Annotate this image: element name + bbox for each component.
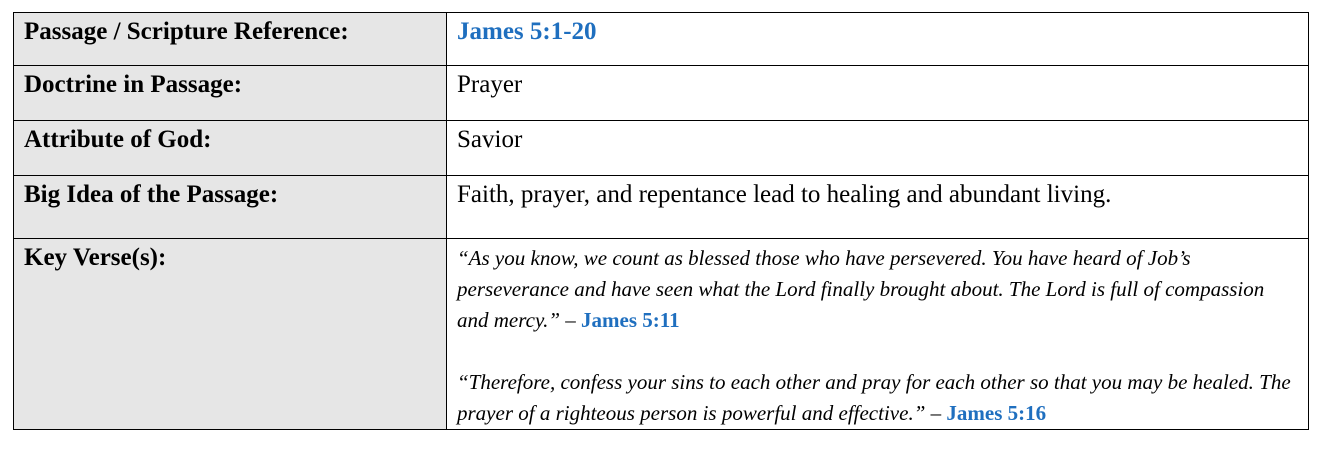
key-verse-2 [457, 367, 1298, 429]
key-verse-1-text: “As you know, we count as blessed those who have persevered. You have heard of Job’s perseverance and have seen what the Lord finally brought about. The Lord is full of compassion and mercy.” [457, 246, 1265, 332]
row-big-idea [14, 176, 1309, 239]
doctrine-label: Doctrine in Passage: [14, 66, 447, 121]
key-verse-1-reference: James 5:11 [581, 308, 680, 332]
bible-study-table [13, 12, 1309, 430]
row-doctrine [14, 66, 1309, 121]
attribute-label: Attribute of God: [14, 121, 447, 176]
row-attribute [14, 121, 1309, 176]
big-idea-label: Big Idea of the Passage: [14, 176, 447, 239]
key-verse-1-dash: – [560, 308, 582, 332]
key-verse-2-reference: James 5:16 [946, 401, 1047, 425]
key-verse-2-dash: – [925, 401, 947, 425]
attribute-value: Savior [447, 121, 1309, 176]
doctrine-value: Prayer [447, 66, 1309, 121]
key-verses-cell [447, 239, 1309, 430]
passage-label: Passage / Scripture Reference: [14, 13, 447, 66]
key-verse-2-text: “Therefore, confess your sins to each other and pray for each other so that you may be healed. The prayer of a righteous person is powerful and effective.” [457, 370, 1291, 425]
key-verses-label: Key Verse(s): [14, 239, 447, 430]
row-key-verses [14, 239, 1309, 430]
row-passage [14, 13, 1309, 66]
big-idea-value: Faith, prayer, and repentance lead to healing and abundant living. [447, 176, 1309, 239]
key-verse-1 [457, 243, 1298, 336]
passage-reference: James 5:1-20 [447, 13, 1309, 66]
verse-spacer [457, 336, 1298, 367]
